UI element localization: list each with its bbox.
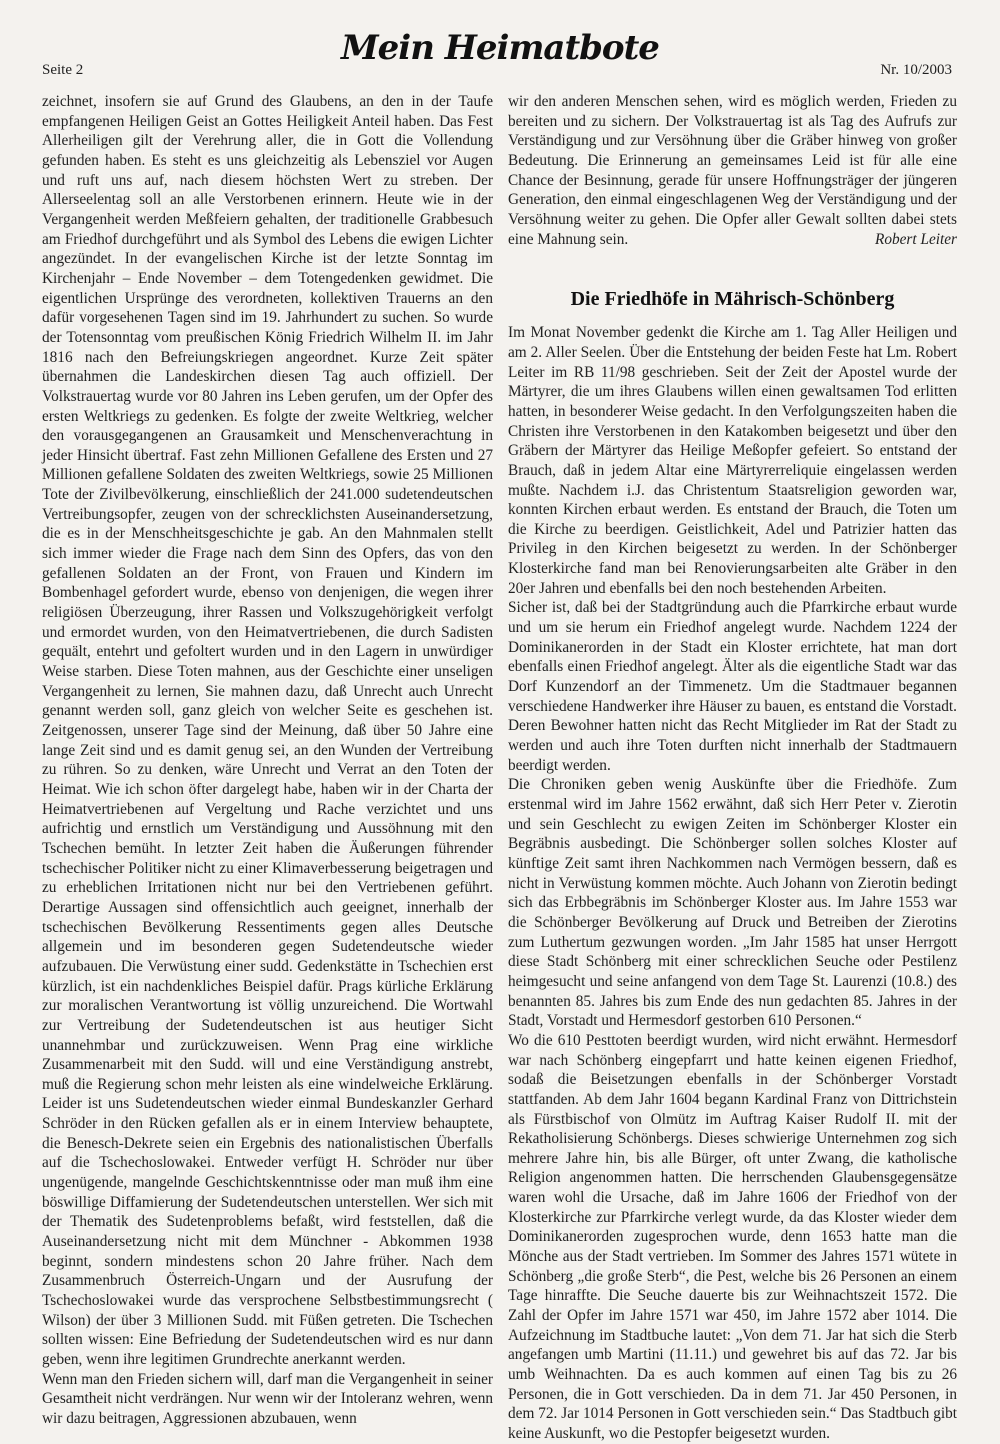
left-column bbox=[42, 92, 493, 1429]
intro-text: wir den anderen Menschen sehen, wird es möglich werden, Frieden zu bereiten und zu sichern. Der Volkstrauertag ist als Tag des Aufrufs zur Verständigung und zur Versöhnung über die Gräber hinweg von großer Bedeutung. Die Erinnerung an gemeinsames Leid ist für alle eine Chance der Besinnung, gerade für unsere Hoffnungsträger der jüngeren Generation, den einmal eingeschlagenen Weg der Verständigung und der Versöhnung weiter zu gehen. Die Opfer aller Gewalt sollten dabei stets eine Mahnung sein. bbox=[508, 93, 957, 248]
intro-paragraph bbox=[508, 92, 957, 249]
article-paragraph-2: Sicher ist, daß bei der Stadtgründung auch die Pfarrkirche erbaut wurde und um sie herum ein Friedhof angelegt wurde. Nachdem 1224 der Dominikanerorden in der Stadt ein Kloster errichtete, hat man dort ebenfalls einen Friedhof angelegt. Älter als die eigentliche Stadt war das Dorf Kunzendorf an der Timmenetz. Um die Stadtmauer begannen verschiedene Handwerker ihre Häuser zu bauen, es entstand die Vorstadt. Deren Bewohner hatten nicht das Recht Mitglieder im Rat der Stadt zu werden und auch ihre Toten durften nicht innerhalb der Stadtmauern beerdigt werden. bbox=[508, 599, 957, 774]
article-paragraph-1: Im Monat November gedenkt die Kirche am 1. Tag Aller Heiligen und am 2. Aller Seelen. Über die Entstehung der beiden Feste hat Lm. Robert Leiter im RB 11/98 geschrieben. Seit der Zeit der Apostel wurde der Märtyrer, die um ihres Glaubens willen einen gewaltsamen Tod erlitten hatten, in besonderer Weise gedacht. In den Verfolgungszeiten haben die Christen ihre Verstorbenen in den Katakomben beigesetzt und über den Gräbern der Märtyrer das Heilige Meßopfer gefeiert. So entstand der Brauch, daß in jedem Altar eine Märtyrerreliquie eingelassen werden mußte. Nachdem i.J. das Christentum Staatsreligion geworden war, konnten Kirchen erbaut werden. Es entstand der Brauch, die Toten um die Kirche zu beerdigen. Geistlichkeit, Adel und Patrizier hatten das Privileg in den Kirchen beigesetzt zu werden. In der Schönberger Klosterkirche fand man bei Renovierungsarbeiten alte Gräber in den 20er Jahren und ebenfalls bei den noch bestehenden Arbeiten. bbox=[508, 324, 957, 597]
author-signature: Robert Leiter bbox=[875, 230, 957, 248]
page-number: Seite 2 bbox=[42, 62, 84, 78]
article-title: Die Friedhöfe in Mährisch-Schönberg bbox=[570, 288, 895, 311]
masthead-logo: Mein Heimatbote bbox=[341, 28, 659, 68]
article-paragraph-4: Wo die 610 Pesttoten beerdigt wurden, wird nicht erwähnt. Hermesdorf war nach Schönberg eingepfarrt und hatte keinen eigenen Friedhof, sodaß die Beisetzungen ebenfalls in der Schönberger Vorstadt stattfanden. Ab dem Jahr 1604 begann Kardinal Franz von Dittrichstein als Fürstbischof von Olmütz im Auftrag Kaiser Rudolf II. mit der Rekatholisierung Schönbergs. Dieses schwierige Unternehmen zog sich mehrere Jahre hin, bis alle Bürger, oft unter Zwang, die katholische Religion angenommen hatten. Die herrschenden Glaubensgegensätze waren wohl die Ursache, daß im Jahre 1606 der Friedhof von der Klosterkirche zur Pfarrkirche verlegt wurde, da das Kloster wieder dem Dominikanerorden zugesprochen wurde, denn 1653 hatte man die Mönche aus der Stadt vertrieben. Im Sommer des Jahres 1571 wütete in Schönberg „die große Sterb“, die Pest, welche bis 26 Personen an einem Tage hinraffte. Die Seuche dauerte bis zur Weihnachtszeit 1572. Die Zahl der Opfer im Jahre 1571 war 450, im Jahre 1572 aber 1014. Die Aufzeichnung im Stadtbuche lautet: „Von dem 71. Jar hat sich die Sterb angefangen umb Martini (11.11.) und gewehret bis auf das 72. Jar bis umb Weihnachten. Da es auch kommen auf einen Tag bis zu 26 Personen, die in Gott verschieden. Da in dem 71. Jar 450 Personen, in dem 72. Jar 1014 Personen in Gott verschieden sein.“ Das Stadtbuch gibt keine Auskunft, wo die Pestopfer beigesetzt wurden. bbox=[508, 1031, 957, 1442]
article-paragraph-3: Die Chroniken geben wenig Auskünfte über die Friedhöfe. Zum erstenmal wird im Jahre 1562 erwähnt, daß sich Herr Peter v. Zierotin und sein Geschlecht zu ewigen Zeiten im Schönberger Kloster ein Begräbnis ausbedingt. Die Schönberger sollen solches Kloster auf künftige Zeit samt ihren Nachkommen nach Vermögen bessern, daß es nicht in Verwüstung kommen möchte. Auch Johann von Zierotin bedingt sich das Erbbegräbnis im Schönberger Kloster aus. Im Jahre 1553 war die Schönberger Bevölkerung auf Druck und Betreiben der Zierotins zum Luthertum gezwungen worden. „Im Jahr 1585 hat unser Herrgott diese Stadt Schönberg mit einer schrecklichen Seuche oder Pestilenz heimgesucht und seine anfangend von dem Tage St. Laurenzi (10.8.) des benannten 85. Jahres bis zum Ende des nun gedachten 85. Jahres in der Stadt, Vorstadt und Hermesdorf gestorben 610 Personen.“ bbox=[508, 776, 957, 1030]
page-header bbox=[0, 0, 1000, 90]
right-column bbox=[508, 92, 957, 1444]
issue-number: Nr. 10/2003 bbox=[880, 62, 952, 78]
left-paragraph-1: zeichnet, insofern sie auf Grund des Glaubens, an den in der Taufe empfangenen Heiligen Geist an Gottes Heiligkeit Anteil haben. Das Fest Allerheiligen gilt der Verehrung aller, die in Gott die Vollendung gefunden haben. Es steht es uns gleichzeitig als Lebensziel vor Augen und ruft uns auf, nach diesem höchsten Wert zu streben. Der Allerseelentag soll an alle Verstorbenen erinnern. Heute wie in der Vergangenheit werden Meßfeiern gehalten, der traditionelle Grabbesuch am Friedhof durchgeführt und als Symbol des Lebens die ewigen Lichter angezündet. In der evangelischen Kirche ist der letzte Sonntag im Kirchenjahr – Ende November – dem Totengedenken gewidmet. Die eigentlichen Ursprünge des verordneten, kollektiven Trauerns an den dafür vorgesehenen Tagen sind im 19. Jahrhundert zu suchen. So wurde der Totensonntag vom preußischen König Friedrich Wilhelm II. im Jahr 1816 nach den Befreiungskriegen angeordnet. Kurze Zeit später übernahmen die Landeskirchen diesen Tag auch offiziell. Der Volkstrauertag wurde vor 80 Jahren ins Leben gerufen, um der Opfer des ersten Weltkriegs zu gedenken. Es folgte der zweite Weltkrieg, welcher den vorausgegangenen an Grausamkeit und Menschenverachtung in jeder Hinsicht übertraf. Fast zehn Millionen Gefallene des Ersten und 27 Millionen gefallene Soldaten des zweiten Weltkriegs, sowie 25 Millionen Tote der Zivilbevölkerung, einschließlich der 241.000 sudetendeutschen Vertreibungsopfer, zeugen von der schrecklichsten Auseinandersetzung, die es in der Menschheitsgeschichte je gab. An den Mahnmalen stellt sich immer wieder die Frage nach dem Sinn des Opfers, das von den gefallenen Soldaten an der Front, von Frauen und Kindern im Bombenhagel gefordert wurde, ebenso von denjenigen, die wegen ihrer religiösen Überzeugung, ihrer Rassen und Volkszugehörigkeit verfolgt und ermordet wurden, von den Heimatvertriebenen, die durch Sadisten gequält, entehrt und gefoltert wurden und in den Lagern in unwürdiger Weise starben. Diese Toten mahnen, aus der Geschichte einer unseligen Vergangenheit zu lernen, Sie mahnen dazu, daß Unrecht auch Unrecht genannt werden soll, ganz gleich von welcher Seite es geschehen ist. Zeitgenossen, unserer Tage sind der Meinung, daß über 50 Jahre eine lange Zeit sind und es damit genug sei, an den Wunden der Vertreibung zu rühren. So zu denken, wäre Unrecht und Verrat an den Toten der Heimat. Wie ich schon öfter dargelegt habe, haben wir in der Charta der Heimatvertriebenen auf Vergeltung und Rache verzichtet und uns aufrichtig und ernstlich um Verständigung und Aussöhnung mit den Tschechen bemüht. In letzter Zeit haben die Äußerungen führender tschechischer Politiker nicht zu einer Klimaverbesserung beigetragen und zu erheblichen Irritationen nicht nur bei den Vertriebenen geführt. Derartige Aussagen sind offensichtlich auch geeignet, innerhalb der tschechischen Bevölkerung Ressentiments gegen alles Deutsche allgemein und im besonderen gegen Sudetendeutsche wieder aufzubauen. Die Verwüstung einer sudd. Gedenkstätte in Tschechien erst kürzlich, ist ein nachdenkliches Beispiel dafür. Prags kürliche Erklärung zur moralischen Verantwortung ist völlig unzureichend. Die Wortwahl zur Vertreibung der Sudetendeutschen ist aus heutiger Sicht unannehmbar und zurückzuweisen. Wenn Prag eine wirkliche Zusammenarbeit mit den Sudd. will und eine Verständigung anstrebt, muß die Regierung schon mehr leisten als eine windelweiche Erklärung. Leider ist uns Sudetendeutschen wieder einmal Bundeskanzler Gerhard Schröder in den Rücken gefallen als er in einem Interview behauptete, die Benesch-Dekrete seien ein Ergebnis des nationalistischen Überfalls auf die Tschechoslowakei. Entweder verfügt H. Schröder nur über ungenügende, mangelnde Geschichtskenntnisse oder man muß ihm eine böswillige Diffamierung der Sudetendeutschen unterstellen. Wer sich mit der Thematik des Sudetenproblems befaßt, wird feststellen, daß die Auseinandersetzung nicht mit dem Münchner - Abkommen 1938 beginnt, sondern mindestens schon 20 Jahre früher. Nach dem Zusammenbruch Österreich-Ungarn und der Ausrufung der Tschechoslowakei wurde das versprochene Selbstbestimmungsrecht ( Wilson) der über 3 Millionen Sudd. mit Füßen getreten. Die Tschechen sollten wissen: Eine Befriedung der Sudetendeutschen wird es nur dann geben, wenn ihre legitimen Grundrechte anerkannt werden. bbox=[42, 93, 493, 1368]
left-paragraph-2: Wenn man den Frieden sichern will, darf man die Vergangenheit in seiner Gesamtheit nicht verdrängen. Nur wenn wir der Intoleranz wehren, wenn wir dazu beitragen, Aggressionen abzubauen, wenn bbox=[42, 1370, 493, 1427]
